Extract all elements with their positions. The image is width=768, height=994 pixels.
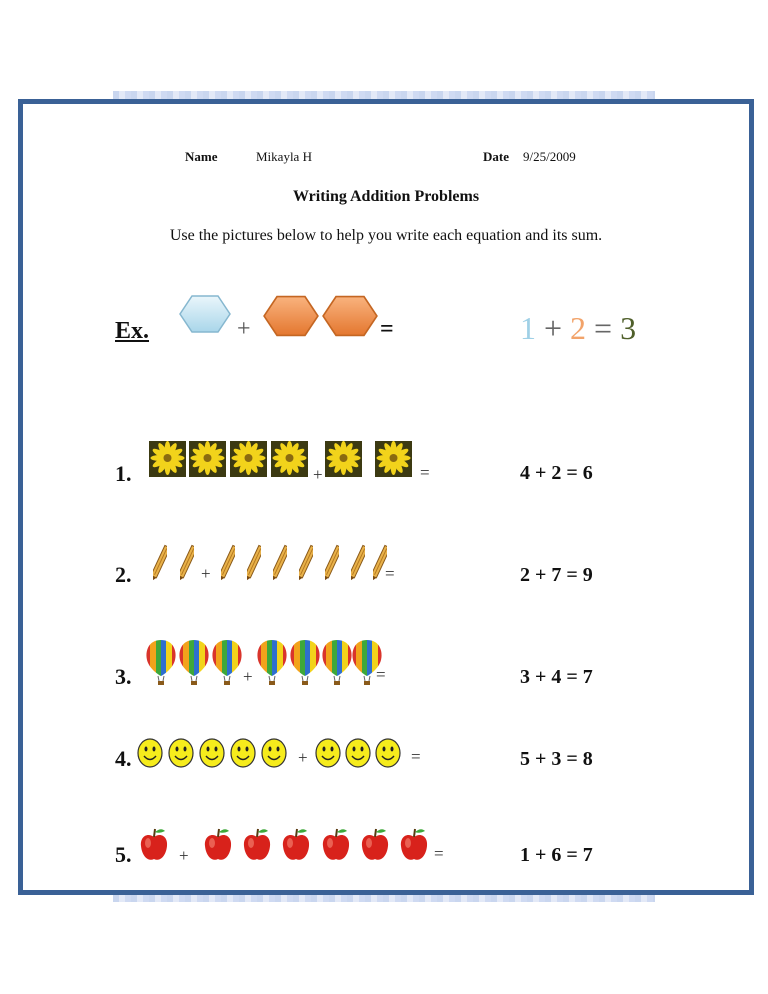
problem-4-number: 4. [115, 746, 132, 771]
pencil-icon [180, 542, 194, 584]
hexagon-orange-icon [322, 294, 378, 338]
example-answer-plus: + [544, 310, 563, 346]
problem-5-equals: = [434, 844, 444, 863]
apple-icon [203, 826, 233, 864]
smiley-face-icon [137, 738, 163, 768]
hot-air-balloon-icon [350, 638, 384, 686]
smiley-face-icon [261, 738, 287, 768]
problem-5-plus: + [179, 846, 189, 865]
flower-icon [375, 441, 412, 477]
apple-icon [281, 826, 311, 864]
apple-icon [399, 826, 429, 864]
apple-icon [321, 826, 351, 864]
hot-air-balloon-icon [144, 638, 178, 686]
hot-air-balloon-icon [288, 638, 322, 686]
flower-icon [230, 441, 267, 477]
problem-3-equals: = [376, 665, 386, 684]
example-answer [520, 310, 636, 347]
smiley-face-icon [168, 738, 194, 768]
example-label: Ex. [115, 318, 150, 344]
smiley-face-icon [199, 738, 225, 768]
problem-1-plus: + [313, 465, 323, 484]
problem-5-answer: 1 + 6 = 7 [520, 844, 593, 866]
pencil-icon [325, 542, 339, 584]
pencil-icon [299, 542, 313, 584]
name-label: Name [185, 149, 218, 164]
smiley-face-icon [315, 738, 341, 768]
worksheet-title: Writing Addition Problems [292, 188, 480, 205]
problem-1-answer: 4 + 2 = 6 [520, 462, 593, 484]
problem-5-number: 5. [115, 842, 132, 867]
hexagon-orange-icon [263, 294, 319, 338]
pencil-icon [221, 542, 235, 584]
hot-air-balloon-icon [320, 638, 354, 686]
problem-2-answer: 2 + 7 = 9 [520, 564, 593, 586]
example-answer-a: 1 [520, 310, 536, 346]
apple-icon [242, 826, 272, 864]
problem-1-equals: = [420, 463, 430, 482]
problem-1-number: 1. [115, 461, 132, 486]
problem-3-number: 3. [115, 664, 132, 689]
smiley-face-icon [345, 738, 371, 768]
name-value: Mikayla H [256, 149, 312, 164]
example-equals: = [380, 316, 394, 342]
instructions: Use the pictures below to help you write each equation and its sum. [169, 227, 603, 244]
example-answer-sum: 3 [620, 310, 637, 346]
pencil-icon [153, 542, 167, 584]
problem-3-answer: 3 + 4 = 7 [520, 666, 593, 688]
pencil-icon [247, 542, 261, 584]
flower-icon [271, 441, 308, 477]
apple-icon [139, 826, 169, 864]
example-answer-equals: = [594, 310, 613, 346]
date-label: Date [483, 149, 509, 164]
hot-air-balloon-icon [255, 638, 289, 686]
problem-2-equals: = [385, 564, 395, 583]
hot-air-balloon-icon [210, 638, 244, 686]
problem-3-plus: + [243, 667, 253, 686]
example-answer-b: 2 [570, 310, 587, 346]
pencil-icon [273, 542, 287, 584]
smiley-face-icon [230, 738, 256, 768]
flower-icon [325, 441, 362, 477]
flower-icon [149, 441, 186, 477]
worksheet-frame [18, 99, 754, 895]
flower-icon [189, 441, 226, 477]
problem-2-number: 2. [115, 562, 132, 587]
problem-4-answer: 5 + 3 = 8 [520, 748, 593, 770]
problem-2-plus: + [201, 564, 211, 583]
date-value: 9/25/2009 [523, 149, 576, 164]
problem-4-plus: + [298, 748, 308, 767]
pencil-icon [351, 542, 365, 584]
problem-4-equals: = [411, 747, 421, 766]
hot-air-balloon-icon [177, 638, 211, 686]
pencil-icon [373, 542, 387, 584]
apple-icon [360, 826, 390, 864]
hexagon-blue-icon [179, 294, 231, 334]
example-plus: + [237, 316, 251, 342]
smiley-face-icon [375, 738, 401, 768]
